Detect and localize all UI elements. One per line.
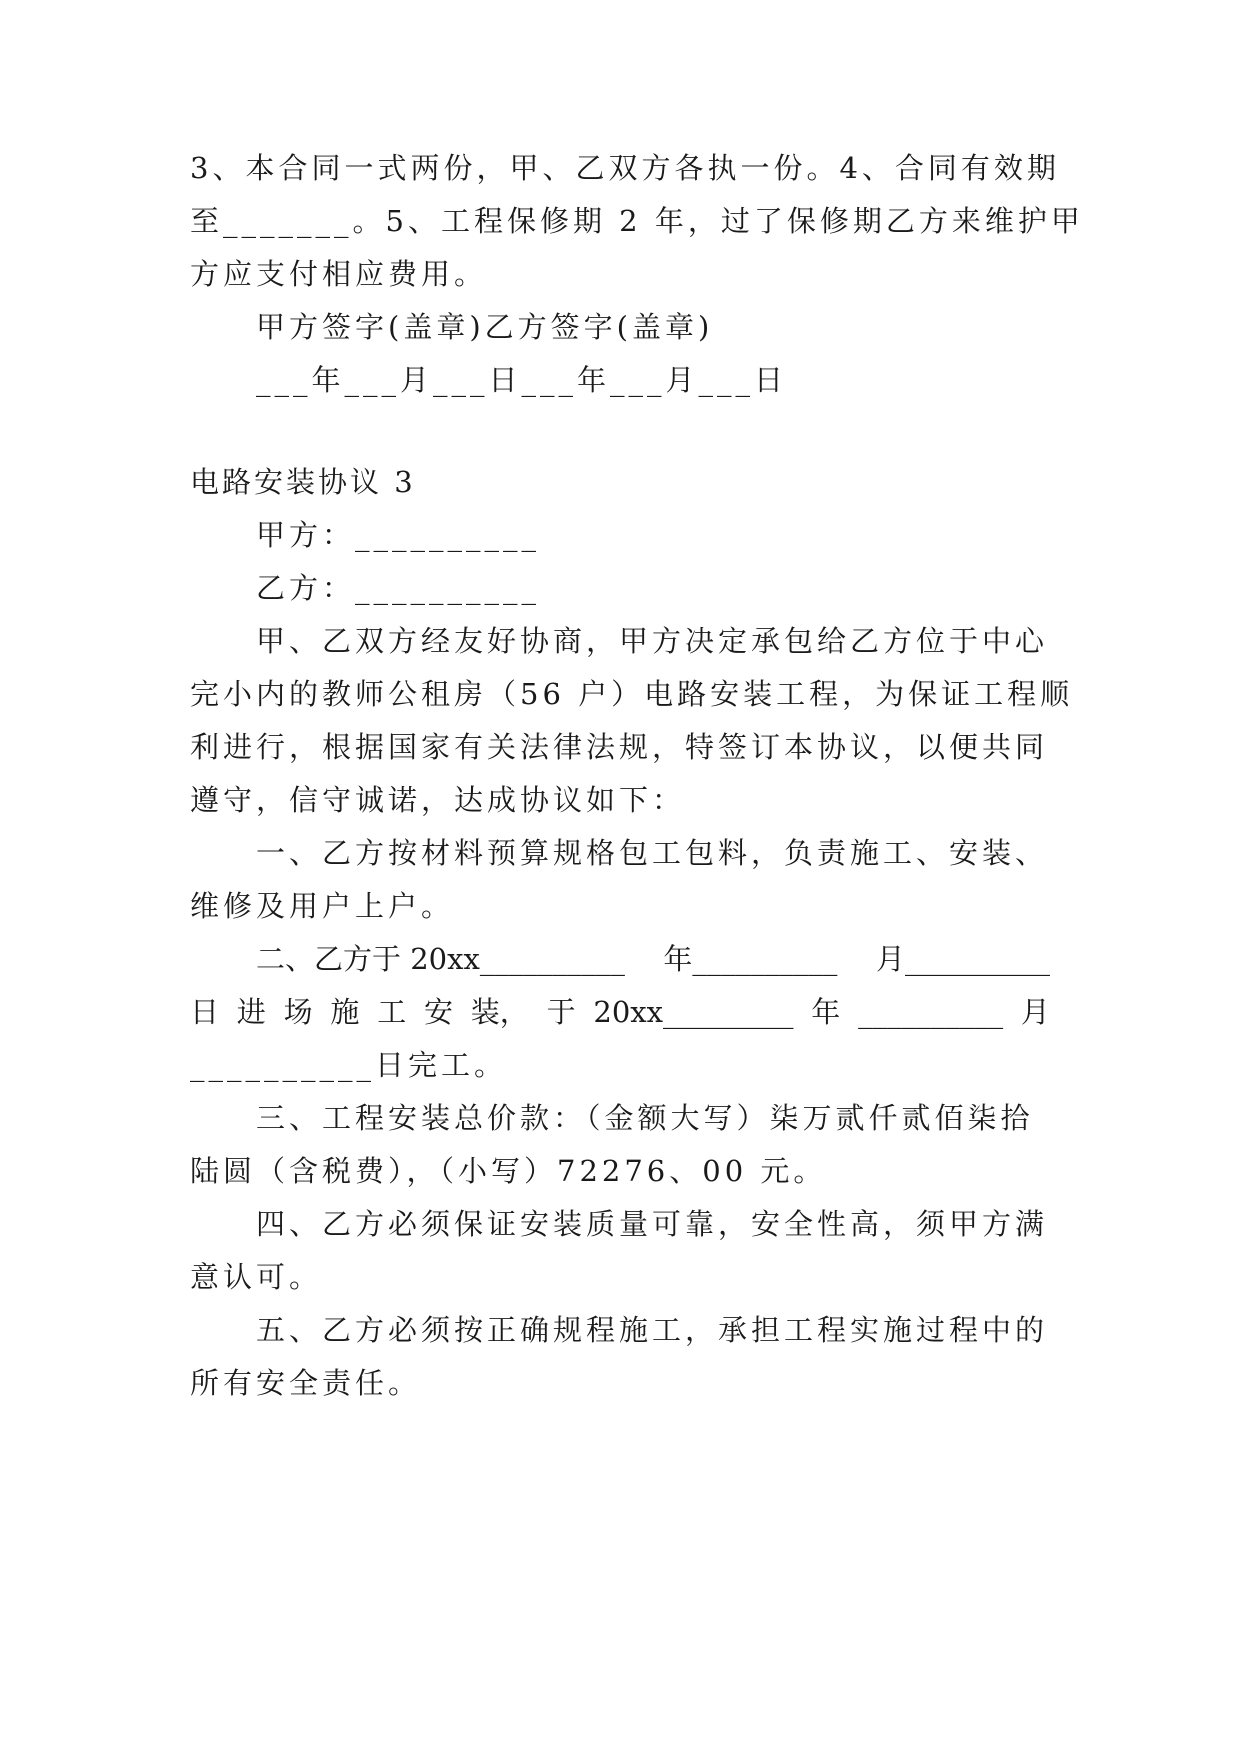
clause-fragment: 于 [546,995,576,1029]
clause-fragment: 安 [423,995,453,1029]
clause-line: 三、工程安装总价款：（金额大写）柒万贰仟贰佰柒拾 [256,1101,1034,1135]
paragraph-line: 方应支付相应费用。 [190,257,488,291]
clause-line: 所有安全责任。 [190,1366,422,1400]
clause-line: 一、乙方按材料预算规格包工包料，负责施工、安装、 [256,836,1049,870]
section-title: 电路安装协议 3 [190,465,416,499]
clause-fragment: 月__________ [875,942,1050,976]
paragraph-line: 遵守，信守诚诺，达成协议如下： [190,783,686,817]
clause-fragment: 20xx_________ [593,995,794,1029]
clause-fragment: 进 [236,995,266,1029]
clause-fragment: 年 [811,995,841,1029]
paragraph-line: 利进行，根据国家有关法律法规，特签订本协议，以便共同 [190,730,1049,764]
paragraph-line: 至_______。5、工程保修期 2 年，过了保修期乙方来维护甲 [190,204,1084,238]
paragraph-line: 3、本合同一式两份，甲、乙双方各执一份。4、合同有效期 [190,151,1060,185]
paragraph-line: 完小内的教师公租房（56 户）电路安装工程，为保证工程顺 [190,677,1074,711]
clause-fragment: 施 [330,995,360,1029]
clause-line: __________日完工。 [190,1048,508,1082]
clause-line: 维修及用户上户。 [190,889,455,923]
clause-line: 陆圆（含税费），（小写）72276、00 元。 [190,1154,827,1188]
clause-fragment: 场 [283,995,313,1029]
clause-fragment: __________ [858,995,1004,1029]
clause-line: 四、乙方必须保证安装质量可靠，安全性高，须甲方满 [256,1207,1049,1241]
clause-line: 意认可。 [190,1260,323,1294]
clause-fragment: 工 [377,995,407,1029]
clause-fragment: 二、乙方于 20xx__________ [256,942,625,976]
clause-line [190,994,1050,1030]
clause-fragment: 日 [190,995,220,1029]
signature-line: 甲方签字(盖章)乙方签字(盖章) [256,310,714,344]
clause-line: 五、乙方必须按正确规程施工，承担工程实施过程中的 [256,1313,1049,1347]
party-b-line: 乙方：__________ [256,571,541,605]
date-line: ___年___月___日___年___月___日 [256,363,788,397]
clause-fragment: 装， [470,995,529,1029]
clause-line [256,941,1050,977]
clause-fragment: 年__________ [663,942,838,976]
party-a-line: 甲方：__________ [256,518,541,552]
paragraph-line: 甲、乙双方经友好协商，甲方决定承包给乙方位于中心 [256,624,1049,658]
clause-fragment: 月 [1020,995,1050,1029]
